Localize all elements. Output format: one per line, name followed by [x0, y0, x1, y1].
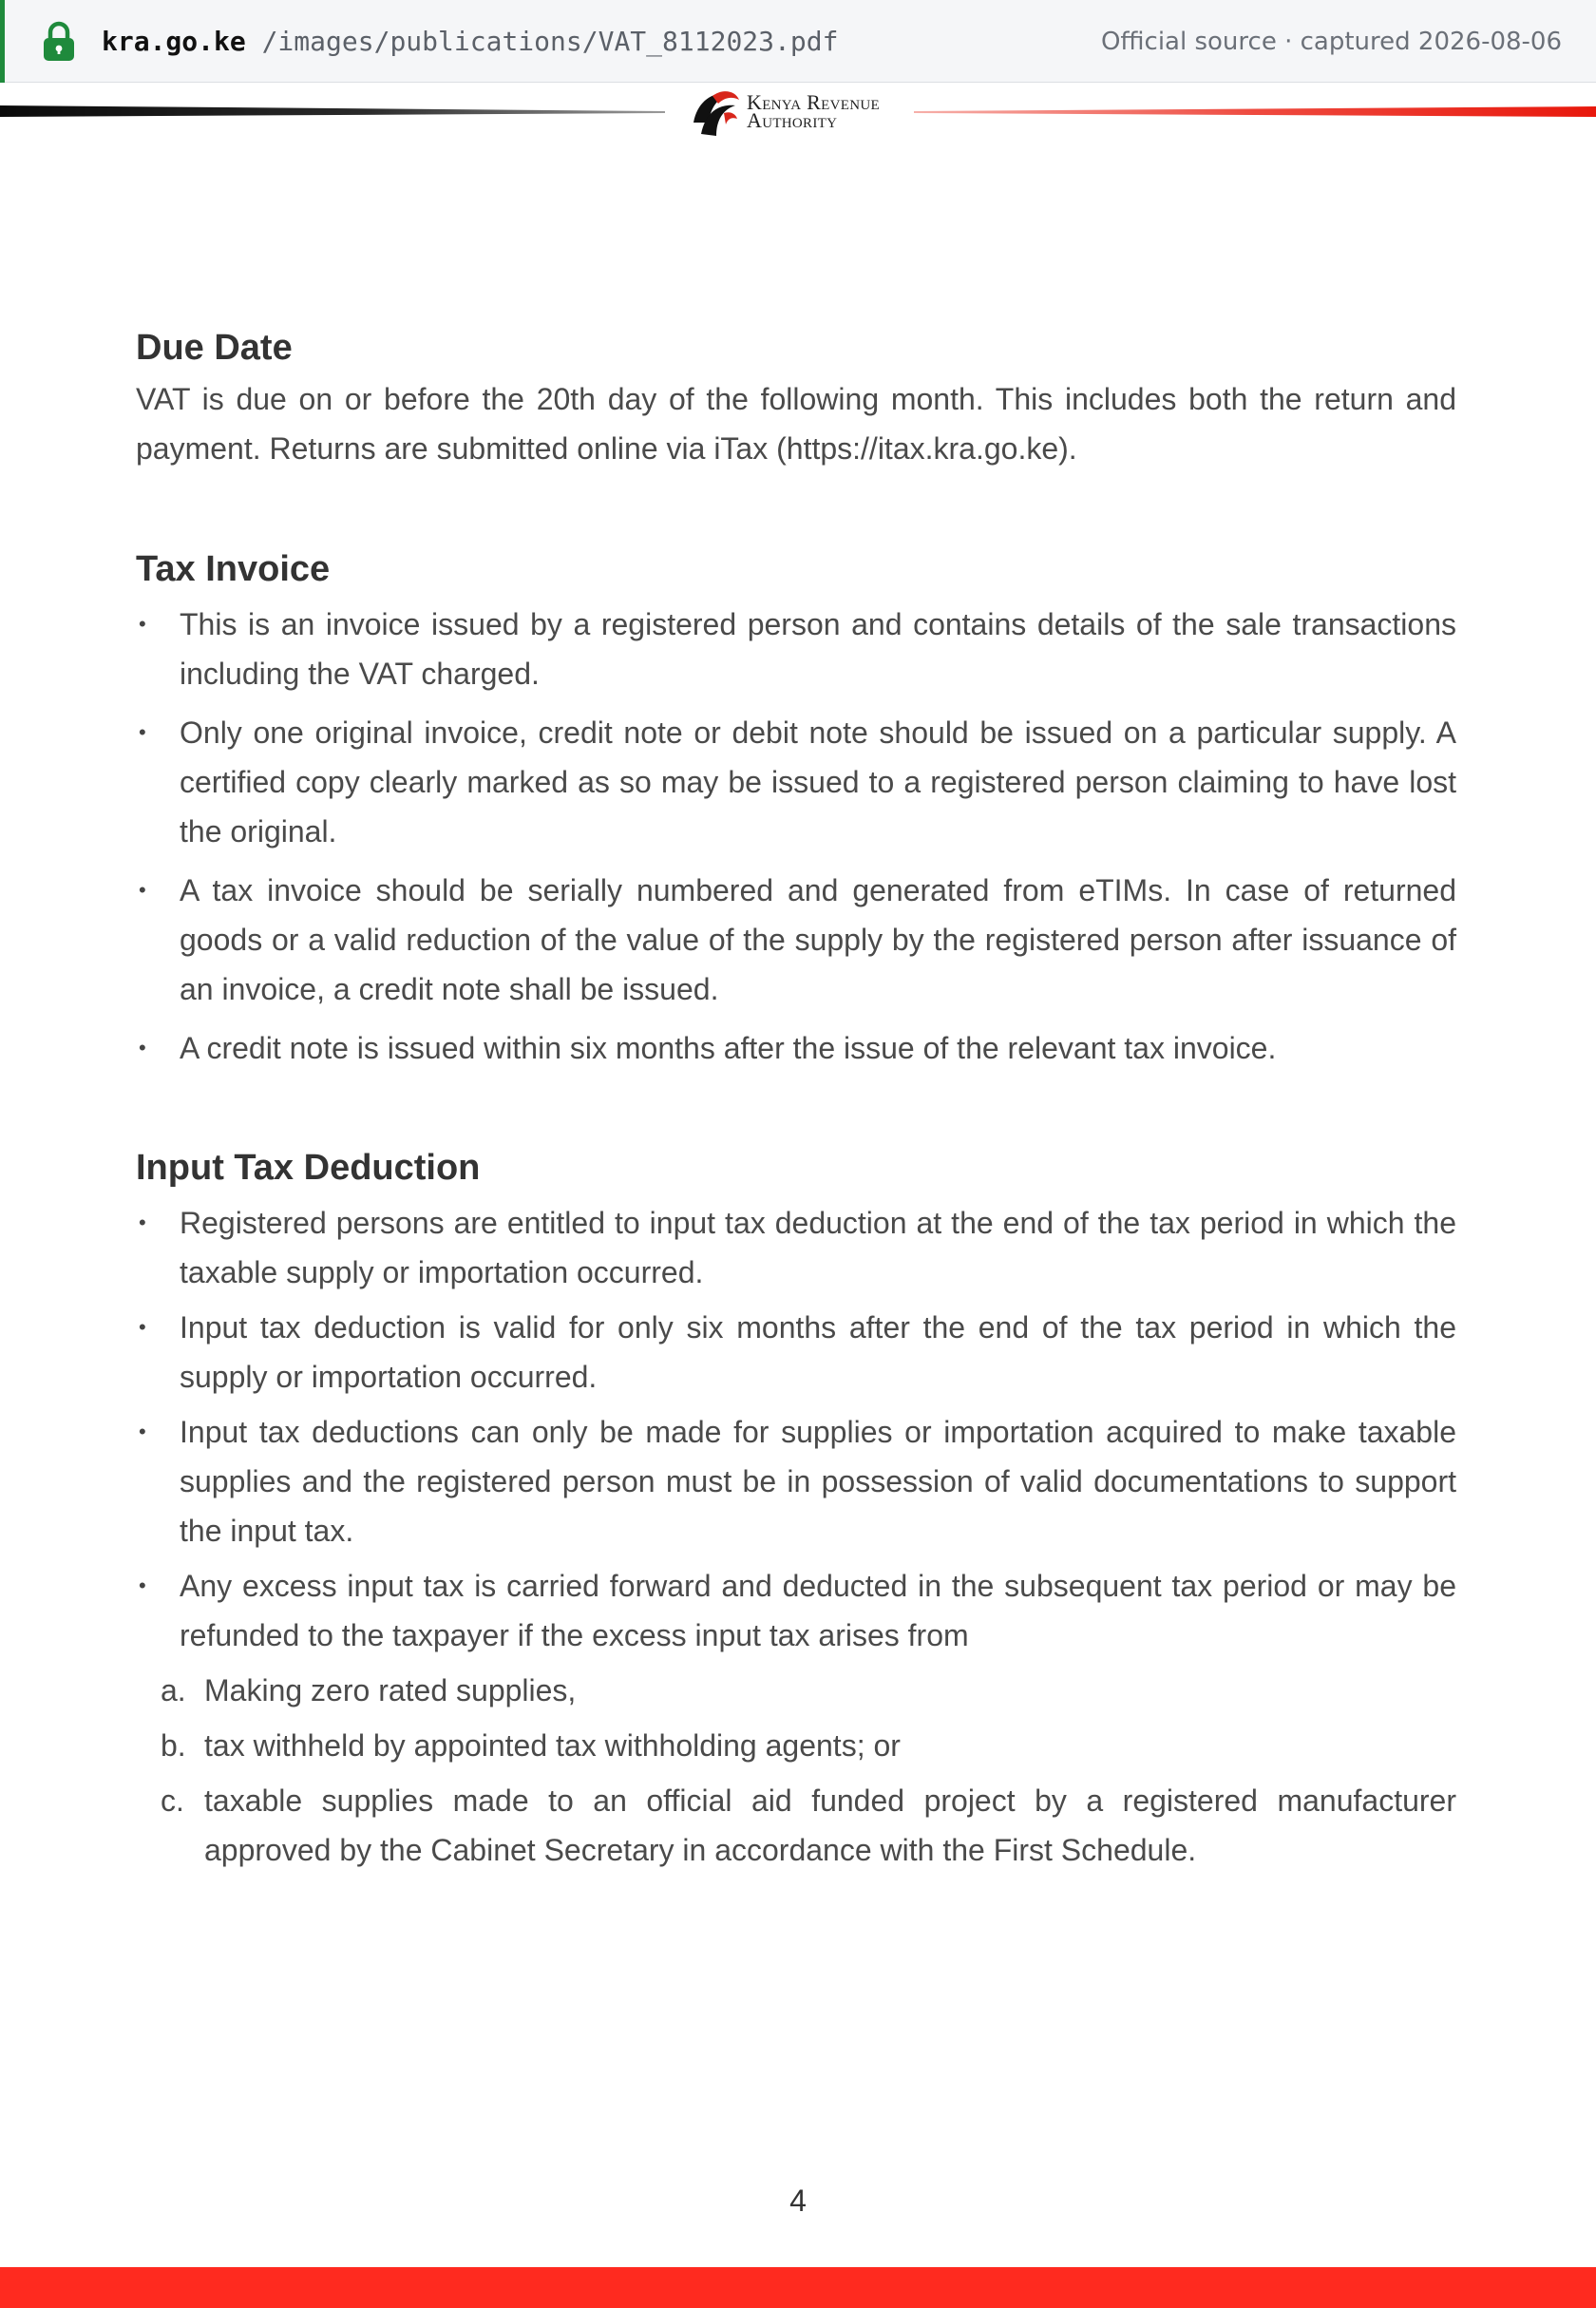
- kra-logo-text: [747, 90, 880, 132]
- sub-list-text: Making zero rated supplies,: [204, 1673, 577, 1707]
- list-item: [136, 1561, 1456, 1660]
- page-number: 4: [789, 2184, 807, 2218]
- list-item-text: Input tax deduction is valid for only six months after the end of the tax period in which the supply or importation occurred.: [180, 1310, 1456, 1394]
- bullet-icon: •: [139, 1574, 146, 1597]
- list-item-text: Any excess input tax is carried forward and deducted in the subsequent tax period or may be refunded to the taxpayer if the excess input tax arises from: [180, 1569, 1456, 1652]
- url-text[interactable]: [102, 23, 838, 61]
- list-item-text: A credit note is issued within six months after the issue of the relevant tax invoice.: [180, 1031, 1277, 1065]
- footer-red-bar: [0, 2267, 1596, 2308]
- bullet-icon: •: [139, 1420, 146, 1443]
- sub-list-marker: c.: [161, 1783, 184, 1818]
- list-item: [136, 600, 1456, 698]
- due-date-text: VAT is due on or before the 20th day of the following month. This includes both the return and payment. Returns are submitted online via iTax (https://itax.kra.go.ke).: [136, 382, 1456, 466]
- header-red-stripe: [914, 106, 1596, 117]
- list-item: [136, 1198, 1456, 1297]
- list-item: [136, 866, 1456, 1014]
- sub-list-text: taxable supplies made to an official aid funded project by a registered manufacturer approved by the Cabinet Secretary in accordance with the First Schedule.: [204, 1783, 1456, 1867]
- list-item: [136, 1023, 1456, 1073]
- list-item: [136, 1303, 1456, 1402]
- heading-input-tax: Input Tax Deduction: [136, 1148, 481, 1188]
- header-black-stripe: [0, 105, 665, 117]
- section-input-tax-deduction: [136, 1143, 1456, 1875]
- logo-line-2: Authority: [747, 108, 838, 132]
- bullet-icon: •: [139, 720, 146, 744]
- input-tax-list: [136, 1198, 1456, 1660]
- heading-tax-invoice: Tax Invoice: [136, 549, 331, 589]
- list-item-text: Input tax deductions can only be made for supplies or importation acquired to make taxable supplies and the registered person must be in possession of valid documentations to support the input tax.: [180, 1415, 1456, 1548]
- url-path: /images/publications/VAT_8112023.pdf: [261, 26, 839, 57]
- address-bar[interactable]: [0, 0, 1596, 83]
- sub-list-item: [136, 1776, 1456, 1875]
- section-due-date: [136, 323, 1456, 473]
- section-tax-invoice: [136, 544, 1456, 1073]
- list-item-text: A tax invoice should be serially numbered and generated from eTIMs. In case of returned goods or a valid reduction of the value of the supply by the registered person after issuance of an invoice, a credit note shall be issued.: [180, 873, 1456, 1006]
- logo-line-1: Kenya Revenue: [747, 90, 880, 114]
- lock-icon: [42, 21, 76, 63]
- sub-list-marker: a.: [161, 1673, 186, 1707]
- bullet-icon: •: [139, 612, 146, 636]
- url-domain: kra.go.ke: [102, 26, 246, 57]
- list-item: [136, 1407, 1456, 1555]
- sub-list-item: [136, 1666, 1456, 1715]
- list-item-text: This is an invoice issued by a registered person and contains details of the sale transactions including the VAT charged.: [180, 607, 1456, 691]
- kra-emblem-icon: [690, 86, 739, 136]
- bullet-icon: •: [139, 1315, 146, 1339]
- excess-input-sublist: [136, 1666, 1456, 1875]
- bullet-icon: •: [139, 1211, 146, 1234]
- tax-invoice-list: [136, 600, 1456, 1073]
- list-item-text: Registered persons are entitled to input tax deduction at the end of the tax period in which the taxable supply or importation occurred.: [180, 1206, 1456, 1289]
- list-item: [136, 708, 1456, 856]
- list-item-text: Only one original invoice, credit note or debit note should be issued on a particular supply. A certified copy clearly marked as so may be issued to a registered person claiming to have lost the original.: [180, 715, 1456, 849]
- heading-due-date: Due Date: [136, 328, 293, 368]
- sub-list-text: tax withheld by appointed tax withholding agents; or: [204, 1728, 901, 1763]
- document-header: [0, 83, 1596, 140]
- capture-note: Official source · captured 2026-08-06: [1100, 28, 1562, 56]
- sub-list-item: [136, 1721, 1456, 1770]
- bullet-icon: •: [139, 878, 146, 902]
- secure-accent-strip: [0, 0, 5, 83]
- bullet-icon: •: [139, 1036, 146, 1059]
- sub-list-marker: b.: [161, 1728, 186, 1763]
